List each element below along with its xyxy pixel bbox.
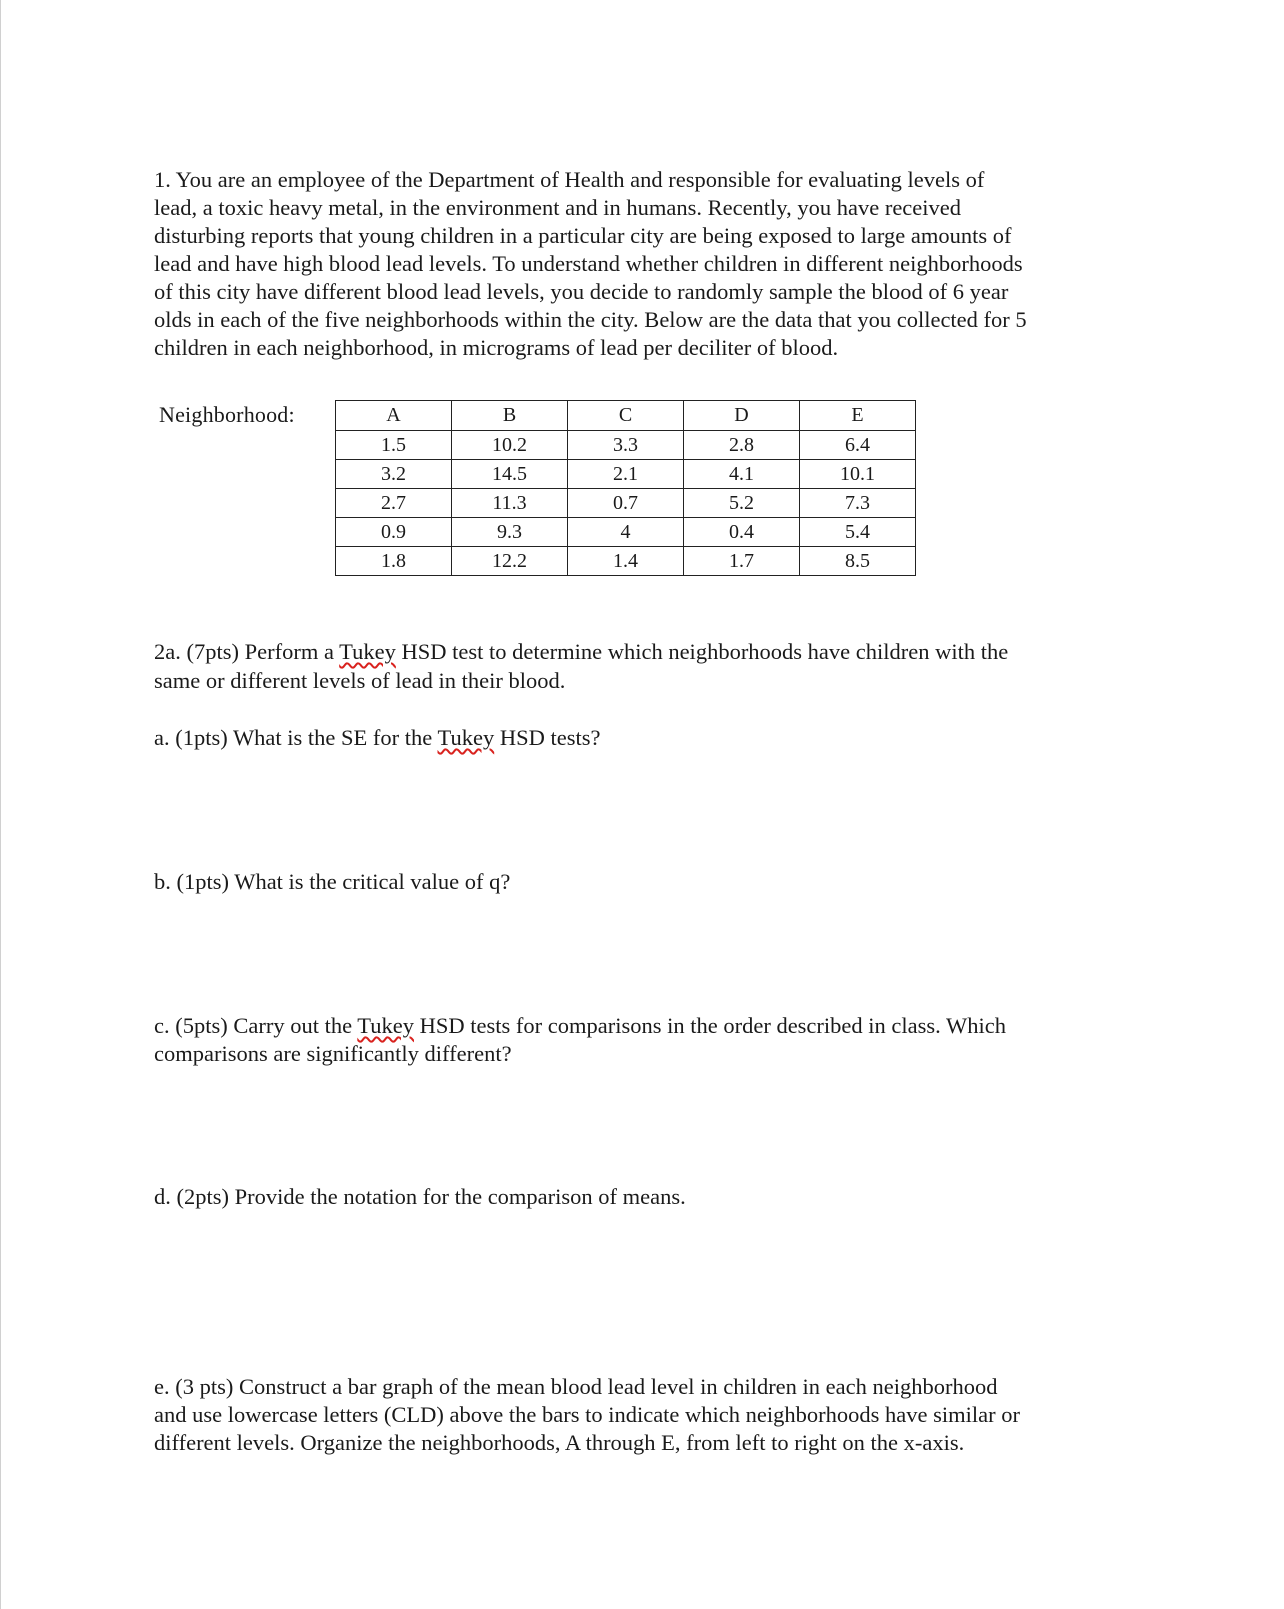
- text-segment: 2a. (7pts) Perform a: [154, 639, 340, 664]
- question-1-line: children in each neighborhood, in micrograms of lead per deciliter of blood.: [154, 335, 839, 360]
- question-1-line: olds in each of the five neighborhoods within the city. Below are the data that you collected for 5: [154, 307, 1027, 332]
- part-b-line: b. (1pts) What is the critical value of q?: [154, 869, 511, 894]
- column-header: B: [452, 401, 568, 431]
- part-e-line: e. (3 pts) Construct a bar graph of the mean blood lead level in children in each neighborhood: [154, 1374, 998, 1399]
- table-cell: 9.3: [452, 518, 568, 547]
- table-cell: 1.8: [336, 547, 452, 576]
- table-row: [336, 489, 916, 518]
- text-segment: a. (1pts) What is the SE for the: [154, 725, 438, 750]
- question-1-line: 1. You are an employee of the Department of Health and responsible for evaluating levels of: [154, 167, 985, 192]
- table-cell: 3.2: [336, 460, 452, 489]
- table-cell: 0.4: [684, 518, 800, 547]
- table-row: [336, 547, 916, 576]
- table-cell: 4: [568, 518, 684, 547]
- table-cell: 4.1: [684, 460, 800, 489]
- part-d-line: d. (2pts) Provide the notation for the comparison of means.: [154, 1184, 686, 1209]
- part-b-text: [154, 868, 510, 896]
- table-cell: 8.5: [800, 547, 916, 576]
- question-2a-line: [154, 637, 1008, 666]
- text-segment: HSD tests?: [494, 725, 601, 750]
- part-c-text: [154, 1012, 1006, 1068]
- table-cell: 5.2: [684, 489, 800, 518]
- text-segment: HSD tests for comparisons in the order described in class. Which: [414, 1013, 1006, 1038]
- table-cell: 1.5: [336, 431, 452, 460]
- table-cell: 7.3: [800, 489, 916, 518]
- question-2a-text: [154, 637, 1008, 695]
- question-2a-line: same or different levels of lead in their blood.: [154, 668, 566, 693]
- table-header-row: [336, 401, 916, 431]
- part-c-line: [154, 1012, 1006, 1040]
- question-1-line: lead, a toxic heavy metal, in the environment and in humans. Recently, you have received: [154, 195, 962, 220]
- table-row: [336, 431, 916, 460]
- spellcheck-word: Tukey: [339, 639, 396, 664]
- table-cell: 11.3: [452, 489, 568, 518]
- table-cell: 10.2: [452, 431, 568, 460]
- part-e-line: and use lowercase letters (CLD) above the bars to indicate which neighborhoods have similar or: [154, 1402, 1020, 1427]
- text-segment: HSD test to determine which neighborhoods have children with the: [395, 639, 1009, 664]
- table-row: [336, 460, 916, 489]
- lead-data-table: [335, 400, 916, 576]
- neighborhood-label: Neighborhood:: [159, 402, 295, 427]
- part-a-line: [154, 724, 600, 752]
- table-cell: 2.7: [336, 489, 452, 518]
- column-header: C: [568, 401, 684, 431]
- question-1-text: [154, 166, 1027, 362]
- spellcheck-word: Tukey: [357, 1013, 414, 1038]
- text-segment: c. (5pts) Carry out the: [154, 1013, 358, 1038]
- part-d-text: [154, 1183, 686, 1211]
- table-cell: 5.4: [800, 518, 916, 547]
- part-e-text: [154, 1373, 1020, 1457]
- question-1-line: of this city have different blood lead levels, you decide to randomly sample the blood of 6 year: [154, 279, 1009, 304]
- table-cell: 6.4: [800, 431, 916, 460]
- spellcheck-word: Tukey: [437, 725, 495, 750]
- table-cell: 10.1: [800, 460, 916, 489]
- table-cell: 2.8: [684, 431, 800, 460]
- column-header: E: [800, 401, 916, 431]
- table-cell: 0.7: [568, 489, 684, 518]
- question-1-line: disturbing reports that young children in a particular city are being exposed to large amounts of: [154, 223, 1012, 248]
- part-a-text: [154, 724, 600, 752]
- question-1-line: lead and have high blood lead levels. To understand whether children in different neighborhoods: [154, 251, 1023, 276]
- table-cell: 14.5: [452, 460, 568, 489]
- table-cell: 1.4: [568, 547, 684, 576]
- part-c-line: comparisons are significantly different?: [154, 1041, 512, 1066]
- table-cell: 0.9: [336, 518, 452, 547]
- column-header: D: [684, 401, 800, 431]
- table-cell: 3.3: [568, 431, 684, 460]
- table-cell: 12.2: [452, 547, 568, 576]
- part-e-line: different levels. Organize the neighborhoods, A through E, from left to right on the x-axis.: [154, 1430, 965, 1455]
- table-cell: 1.7: [684, 547, 800, 576]
- table-row: [336, 518, 916, 547]
- table-cell: 2.1: [568, 460, 684, 489]
- page-edge: [0, 0, 1, 1609]
- column-header: A: [336, 401, 452, 431]
